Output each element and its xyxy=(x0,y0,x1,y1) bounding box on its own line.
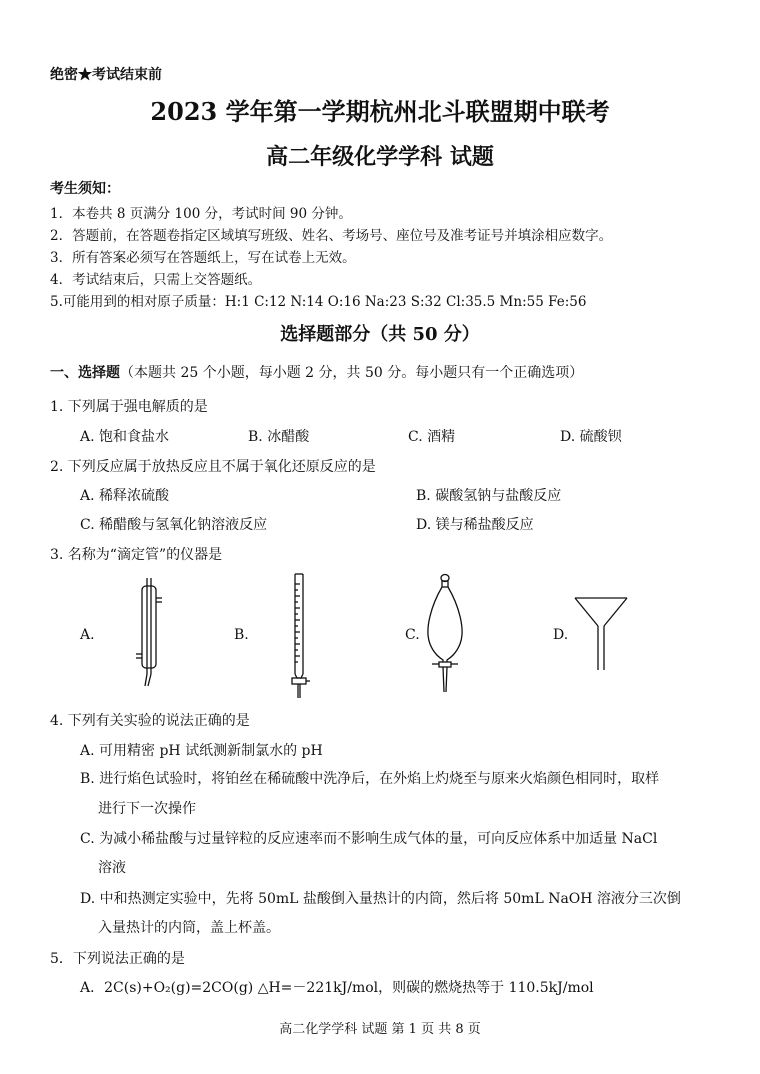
funnel-icon xyxy=(575,598,627,672)
exam-subtitle: 高二年级化学学科 试题 xyxy=(266,144,494,170)
question-2-option-d: D. 镁与稀盐酸反应 xyxy=(416,517,534,533)
question-1-stem: 1. 下列属于强电解质的是 xyxy=(50,399,208,415)
notice-item: 3．所有答案必须写在答题纸上，写在试卷上无效。 xyxy=(50,250,356,266)
question-4-option-c-cont: 溶液 xyxy=(98,860,126,876)
question-4-option-d-cont: 入量热计的内筒，盖上杯盖。 xyxy=(98,920,280,936)
question-5-option-a: A．2C(s)+O₂(g)=2CO(g) △H=－221kJ/mol，则碳的燃烧热等于 110.5kJ/mol xyxy=(80,980,594,996)
question-5-stem: 5．下列说法正确的是 xyxy=(50,951,185,967)
question-4-stem: 4. 下列有关实验的说法正确的是 xyxy=(50,713,250,729)
question-1-option-c: C. 酒精 xyxy=(408,429,456,445)
question-1-option-d: D. 硫酸钡 xyxy=(560,429,622,445)
question-2-option-c: C. 稀醋酸与氢氧化钠溶液反应 xyxy=(80,517,268,533)
part-description: （本题共 25 个小题，每小题 2 分，共 50 分。每小题只有一个正确选项） xyxy=(120,365,584,381)
separatory-funnel-icon xyxy=(422,574,468,696)
notice-item: 5.可能用到的相对原子质量：H:1 C:12 N:14 O:16 Na:23 S:32 Cl:35.5 Mn:55 Fe:56 xyxy=(50,294,587,310)
notice-item: 1．本卷共 8 页满分 100 分，考试时间 90 分钟。 xyxy=(50,206,352,222)
question-3-option-d: D. xyxy=(553,627,569,643)
question-3-option-b: B. xyxy=(234,627,249,643)
question-3-stem: 3. 名称为“滴定管”的仪器是 xyxy=(50,547,223,563)
secret-label: 绝密★考试结束前 xyxy=(50,67,162,83)
question-4-option-b: B. 进行焰色试验时，将铂丝在稀硫酸中洗净后，在外焰上灼烧至与原来火焰颜色相同时，取样 xyxy=(80,771,660,787)
question-2-option-a: A. 稀释浓硫酸 xyxy=(80,488,170,504)
notice-item: 2．答题前，在答题卷指定区域填写班级、姓名、考场号、座位号及准考证号并填涂相应数字。 xyxy=(50,228,613,244)
burette-icon xyxy=(288,574,312,700)
part-label: 一、选择题 xyxy=(50,365,120,381)
question-1-option-a: A. 饱和食盐水 xyxy=(80,429,170,445)
question-4-option-b-cont: 进行下一次操作 xyxy=(98,801,196,817)
exam-title: 2023 学年第一学期杭州北斗联盟期中联考 xyxy=(150,97,610,126)
question-3-option-c: C. xyxy=(405,627,420,643)
question-2-option-b: B. 碳酸氢钠与盐酸反应 xyxy=(416,488,562,504)
part-heading xyxy=(50,362,583,382)
question-3-option-a: A. xyxy=(80,627,95,643)
page-footer: 高二化学学科 试题 第 1 页 共 8 页 xyxy=(279,1022,481,1037)
section-title: 选择题部分（共 50 分） xyxy=(280,324,480,345)
notice-heading: 考生须知： xyxy=(50,181,120,197)
question-2-stem: 2. 下列反应属于放热反应且不属于氧化还原反应的是 xyxy=(50,459,376,475)
question-4-option-a: A. 可用精密 pH 试纸测新制氯水的 pH xyxy=(80,743,323,759)
question-1-option-b: B. 冰醋酸 xyxy=(248,429,310,445)
question-4-option-c: C. 为减小稀盐酸与过量锌粒的反应速率而不影响生成气体的量，可向反应体系中加适量 NaCl xyxy=(80,831,658,847)
question-4-option-d: D. 中和热测定实验中，先将 50mL 盐酸倒入量热计的内筒，然后将 50mL NaOH 溶液分三次倒 xyxy=(80,891,681,907)
condenser-icon xyxy=(134,578,164,688)
notice-item: 4．考试结束后，只需上交答题纸。 xyxy=(50,272,262,288)
